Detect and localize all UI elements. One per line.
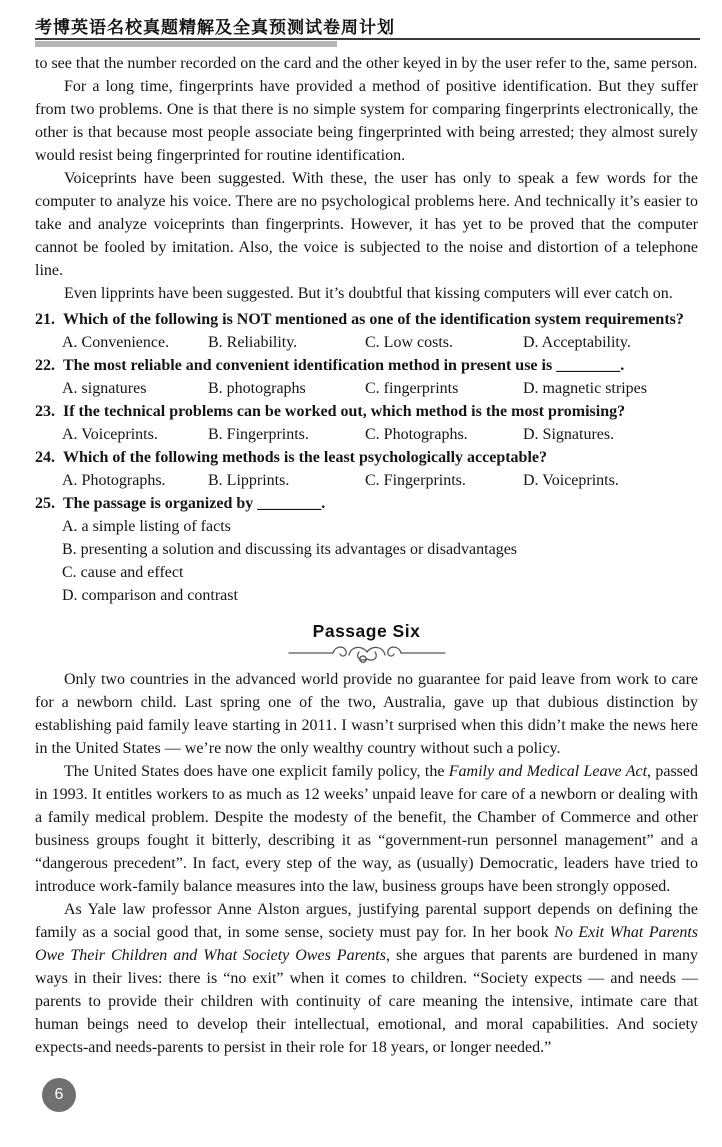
answer-option: B. Fingerprints. [208, 426, 309, 443]
paragraph [35, 75, 698, 167]
answer-options [35, 469, 698, 492]
answer-option: D. Voiceprints. [523, 472, 619, 489]
header-accent-bar [35, 41, 337, 47]
answer-option: A. signatures [62, 380, 147, 397]
text-run: The United States does have one explicit family policy, the [64, 763, 449, 780]
answer-options [35, 331, 698, 354]
question-list [35, 308, 698, 607]
question-stem [35, 354, 698, 377]
italic-text-run: No Exit What Parents Owe Their Children and What Society Owes Parents [35, 924, 699, 964]
question-stem [35, 446, 698, 469]
page-number-badge: 6 [42, 1078, 76, 1112]
answer-options [35, 423, 698, 446]
paragraph [35, 167, 698, 282]
answer-option: D. Signatures. [523, 426, 615, 443]
question-number: 22. [35, 357, 55, 374]
paragraph [35, 898, 698, 1059]
passage-five-text [35, 52, 698, 305]
answer-option: D. Acceptability. [523, 334, 631, 351]
passage-six-header [35, 620, 698, 663]
answer-option: B. photographs [208, 380, 306, 397]
answer-option: A. Convenience. [62, 334, 170, 351]
question-number: 23. [35, 403, 55, 420]
text-run: to see that the number recorded on the card and the other keyed in by the user refer to the, same person. [35, 55, 698, 72]
question-text: If the technical problems can be worked out, which method is the most promising? [63, 403, 626, 420]
passage-six-text [35, 668, 698, 1059]
answer-option: C. Fingerprints. [365, 472, 466, 489]
question-text: The most reliable and convenient identification method in present use is ________. [63, 357, 625, 374]
text-run: For a long time, fingerprints have provided a method of positive identification. But they suffer from two problems. One is that there is no simple system for comparing fingerprints electronically, the other is that because most people associate being fingerprinted with being arrested; they almost surely would resist being fingerprinted for routine identification. [35, 78, 698, 164]
paragraph [35, 282, 698, 305]
answer-option: A. Photographs. [62, 472, 166, 489]
question-stem [35, 308, 698, 331]
question-text: Which of the following is NOT mentioned as one of the identification system requirements? [63, 311, 684, 328]
question-text: The passage is organized by ________. [63, 495, 326, 512]
text-run: Only two countries in the advanced world provide no guarantee for paid leave from work to care for a newborn child. Last spring one of the two, Australia, gave up that dubious distinction by establishing paid family leave starting in 2011. I wasn’t surprised when this didn’t make the news here in the United States — we’re now the only wealthy country without such a policy. [35, 671, 698, 757]
question-item [35, 354, 698, 400]
ornament-flourish-icon [287, 643, 447, 663]
paragraph [35, 760, 698, 898]
answer-option: B. presenting a solution and discussing its advantages or disadvantages [62, 541, 518, 558]
answer-options [35, 377, 698, 400]
answer-option: C. Low costs. [365, 334, 453, 351]
answer-option: C. cause and effect [62, 564, 184, 581]
answer-option: D. magnetic stripes [523, 380, 647, 397]
answer-option: D. comparison and contrast [62, 587, 238, 604]
question-stem [35, 492, 698, 515]
question-stem [35, 400, 698, 423]
header-rule [35, 38, 700, 40]
page-body [35, 52, 698, 1059]
text-run: Voiceprints have been suggested. With these, the user has only to speak a few words for the computer to analyze his voice. There are no psychological problems here. And technically it’s easier to take and analyze voiceprints than fingerprints. However, it has yet to be proved that the computer cannot be fooled by imitation. Also, the voice is subjected to the noise and distortion of a telephone line. [35, 170, 698, 279]
text-run: Even lipprints have been suggested. But it’s doubtful that kissing computers will ever catch on. [64, 285, 673, 302]
text-run: , passed in 1993. It entitles workers to as much as 12 weeks’ unpaid leave for care of a newborn or dealing with a family medical problem. Despite the modesty of the benefit, the Chamber of Commerce and other business groups fought it bitterly, describing it as “government-run personnel management” and a “dangerous precedent”. In fact, every step of the way, as (usually) Democratic, leaders have tried to introduce work-family balance measures into the law, business groups have been strongly opposed. [35, 763, 698, 895]
answer-option: B. Reliability. [208, 334, 298, 351]
text-run: As Yale law professor Anne Alston argues, justifying parental support depends on defining the family as a social good that, in some sense, society must pay for. In her book [35, 901, 698, 941]
answer-option: C. Photographs. [365, 426, 468, 443]
answer-options [35, 515, 698, 607]
answer-option: B. Lipprints. [208, 472, 290, 489]
question-text: Which of the following methods is the least psychologically acceptable? [63, 449, 547, 466]
question-number: 25. [35, 495, 55, 512]
answer-option: A. a simple listing of facts [62, 518, 231, 535]
question-number: 21. [35, 311, 55, 328]
text-run: , she argues that parents are burdened in many ways in their lives: there is “no exit” when it comes to children. “Society expects — and needs — parents to provide their children with continuity of care meaning the intensive, intimate care that human beings need to develop their intellectual, emotional, and moral capabilities. And society expects-and needs-parents to persist in their role for 18 years, or longer needed.” [35, 947, 699, 1056]
paragraph [35, 52, 698, 75]
question-item [35, 308, 698, 354]
passage-six-title: Passage Six [312, 621, 421, 641]
question-item [35, 492, 698, 607]
paragraph [35, 668, 698, 760]
answer-option: C. fingerprints [365, 380, 459, 397]
question-item [35, 400, 698, 446]
question-number: 24. [35, 449, 55, 466]
question-item [35, 446, 698, 492]
answer-option: A. Voiceprints. [62, 426, 158, 443]
book-title: 考博英语名校真题精解及全真预测试卷周计划 [35, 18, 395, 37]
italic-text-run: Family and Medical Leave Act [448, 763, 648, 780]
